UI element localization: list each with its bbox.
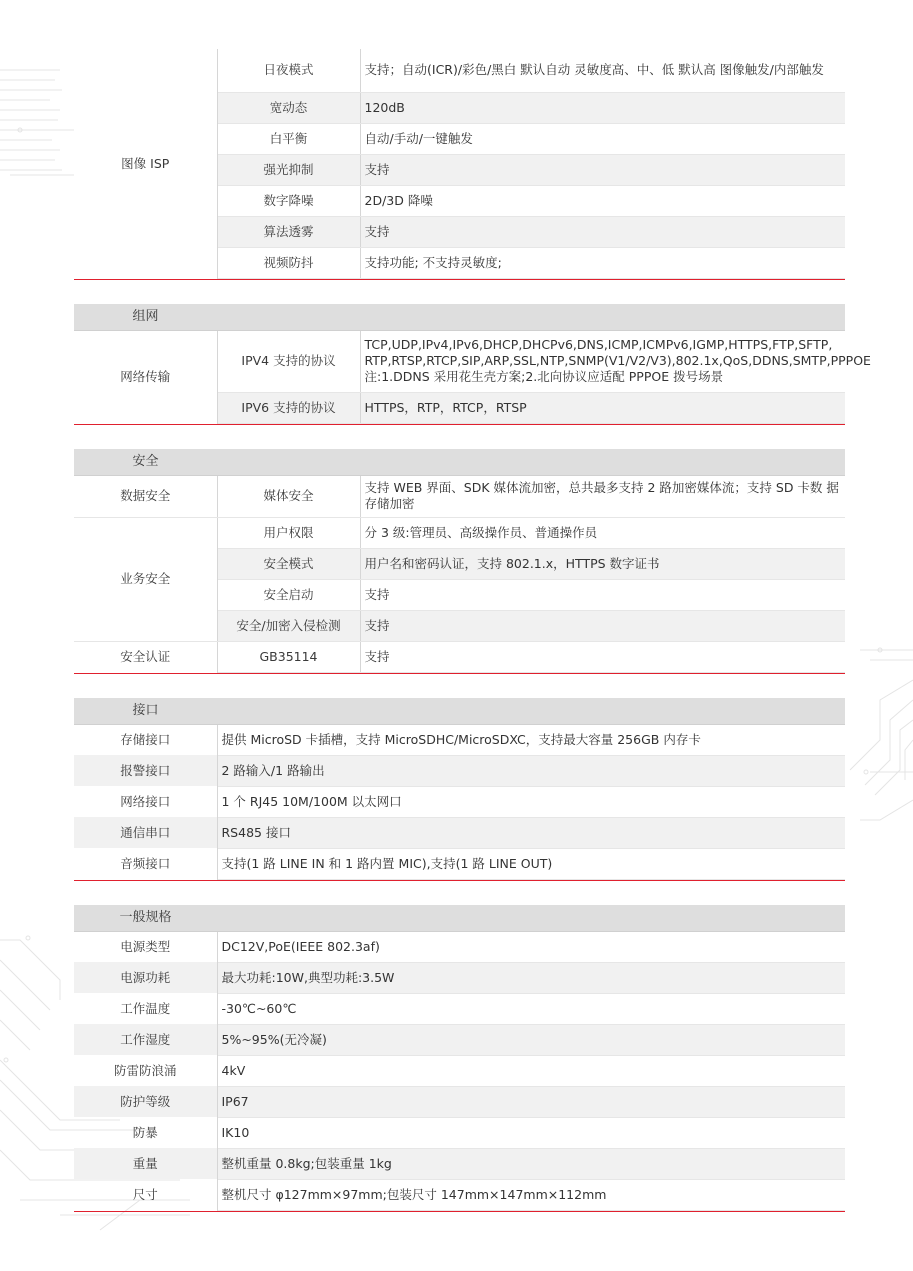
business-security-label: 业务安全: [74, 517, 217, 641]
spec-value: 1 个 RJ45 10M/100M 以太网口: [217, 786, 845, 817]
spec-name: 工作温度: [74, 993, 217, 1024]
spec-value: 2D/3D 降噪: [360, 185, 845, 216]
spec-name: 工作湿度: [74, 1024, 217, 1055]
spec-name: IPV6 支持的协议: [217, 392, 360, 423]
spec-name: 防暴: [74, 1117, 217, 1148]
spec-value: RS485 接口: [217, 817, 845, 848]
section-title: 组网: [74, 304, 217, 331]
spec-name: 存储接口: [74, 724, 217, 755]
spec-name: 日夜模式: [217, 49, 360, 92]
spec-name: 视频防抖: [217, 247, 360, 278]
network-table: [74, 304, 871, 425]
spec-name: 音频接口: [74, 848, 217, 879]
spec-name: 报警接口: [74, 755, 217, 786]
network-group-label: 网络传输: [74, 330, 217, 423]
interface-table: [74, 698, 845, 881]
spec-value: 自动/手动/一键触发: [360, 123, 845, 154]
certification-label: 安全认证: [74, 641, 217, 672]
spec-value: 整机尺寸 φ127mm×97mm;包装尺寸 147mm×147mm×112mm: [217, 1179, 845, 1210]
spec-sheet: [74, 0, 871, 1212]
spec-value: 支持: [360, 641, 845, 672]
isp-group-label: 图像 ISP: [74, 49, 217, 278]
spec-name: 算法透雾: [217, 216, 360, 247]
spec-value: 2 路输入/1 路输出: [217, 755, 845, 786]
spec-name: 重量: [74, 1148, 217, 1179]
section-title: 接口: [74, 698, 217, 725]
spec-value: HTTPS，RTP，RTCP，RTSP: [360, 392, 845, 423]
spec-value: 5%~95%(无冷凝): [217, 1024, 845, 1055]
spec-value: 支持: [360, 579, 845, 610]
spec-value: 支持(1 路 LINE IN 和 1 路内置 MIC),支持(1 路 LINE OUT): [217, 848, 845, 879]
spec-value: 整机重量 0.8kg;包装重量 1kg: [217, 1148, 845, 1179]
spec-name: 防护等级: [74, 1086, 217, 1117]
spec-value: 支持: [360, 610, 845, 641]
spec-value: IP67: [217, 1086, 845, 1117]
spec-name: 安全启动: [217, 579, 360, 610]
spec-value: IK10: [217, 1117, 845, 1148]
spec-value: TCP,UDP,IPv4,IPv6,DHCP,DHCPv6,DNS,ICMP,ICMPv6,IGMP,HTTPS,FTP,SFTP, RTP,RTSP,RTCP,SIP,ARP,SSL,NTP,SNMP(V1/V2/V3),802.1x,QoS,DDNS,SMTP,PPPOE 注:1.DDNS 采用花生壳方案;2.北向协议应适配 PPPOE 拨号场景: [360, 330, 845, 392]
spec-name: 安全/加密入侵检测: [217, 610, 360, 641]
spec-value: 最大功耗:10W,典型功耗:3.5W: [217, 962, 845, 993]
spec-name: 电源功耗: [74, 962, 217, 993]
spec-value: DC12V,PoE(IEEE 802.3af): [217, 931, 845, 962]
spec-name: 媒体安全: [217, 475, 360, 517]
spec-name: IPV4 支持的协议: [217, 330, 360, 392]
spec-value: 分 3 级:管理员、高级操作员、普通操作员: [360, 517, 845, 548]
spec-value: 提供 MicroSD 卡插槽，支持 MicroSDHC/MicroSDXC，支持最大容量 256GB 内存卡: [217, 724, 845, 755]
spec-name: 电源类型: [74, 931, 217, 962]
data-security-label: 数据安全: [74, 475, 217, 517]
section-title: 一般规格: [74, 905, 217, 932]
general-table: [74, 905, 845, 1212]
spec-value: 支持功能; 不支持灵敏度;: [360, 247, 845, 278]
spec-value: 4kV: [217, 1055, 845, 1086]
spec-name: 网络接口: [74, 786, 217, 817]
spec-name: 数字降噪: [217, 185, 360, 216]
spec-name: 通信串口: [74, 817, 217, 848]
spec-name: 防雷防浪涌: [74, 1055, 217, 1086]
spec-name: 宽动态: [217, 92, 360, 123]
spec-value: 用户名和密码认证，支持 802.1.x，HTTPS 数字证书: [360, 548, 845, 579]
spec-name: GB35114: [217, 641, 360, 672]
spec-value: 120dB: [360, 92, 845, 123]
security-table: [74, 449, 845, 674]
spec-value: 支持: [360, 154, 845, 185]
spec-value: 支持: [360, 216, 845, 247]
spec-name: 安全模式: [217, 548, 360, 579]
spec-name: 强光抑制: [217, 154, 360, 185]
spec-value: 支持 WEB 界面、SDK 媒体流加密，总共最多支持 2 路加密媒体流；支持 SD 卡数 据存储加密: [360, 475, 845, 517]
spec-name: 尺寸: [74, 1179, 217, 1210]
spec-value: 支持；自动(ICR)/彩色/黑白 默认自动 灵敏度高、中、低 默认高 图像触发/内部触发: [360, 49, 845, 92]
isp-table: [74, 49, 845, 280]
spec-value: -30℃~60℃: [217, 993, 845, 1024]
section-title: 安全: [74, 449, 217, 476]
spec-name: 用户权限: [217, 517, 360, 548]
spec-name: 白平衡: [217, 123, 360, 154]
